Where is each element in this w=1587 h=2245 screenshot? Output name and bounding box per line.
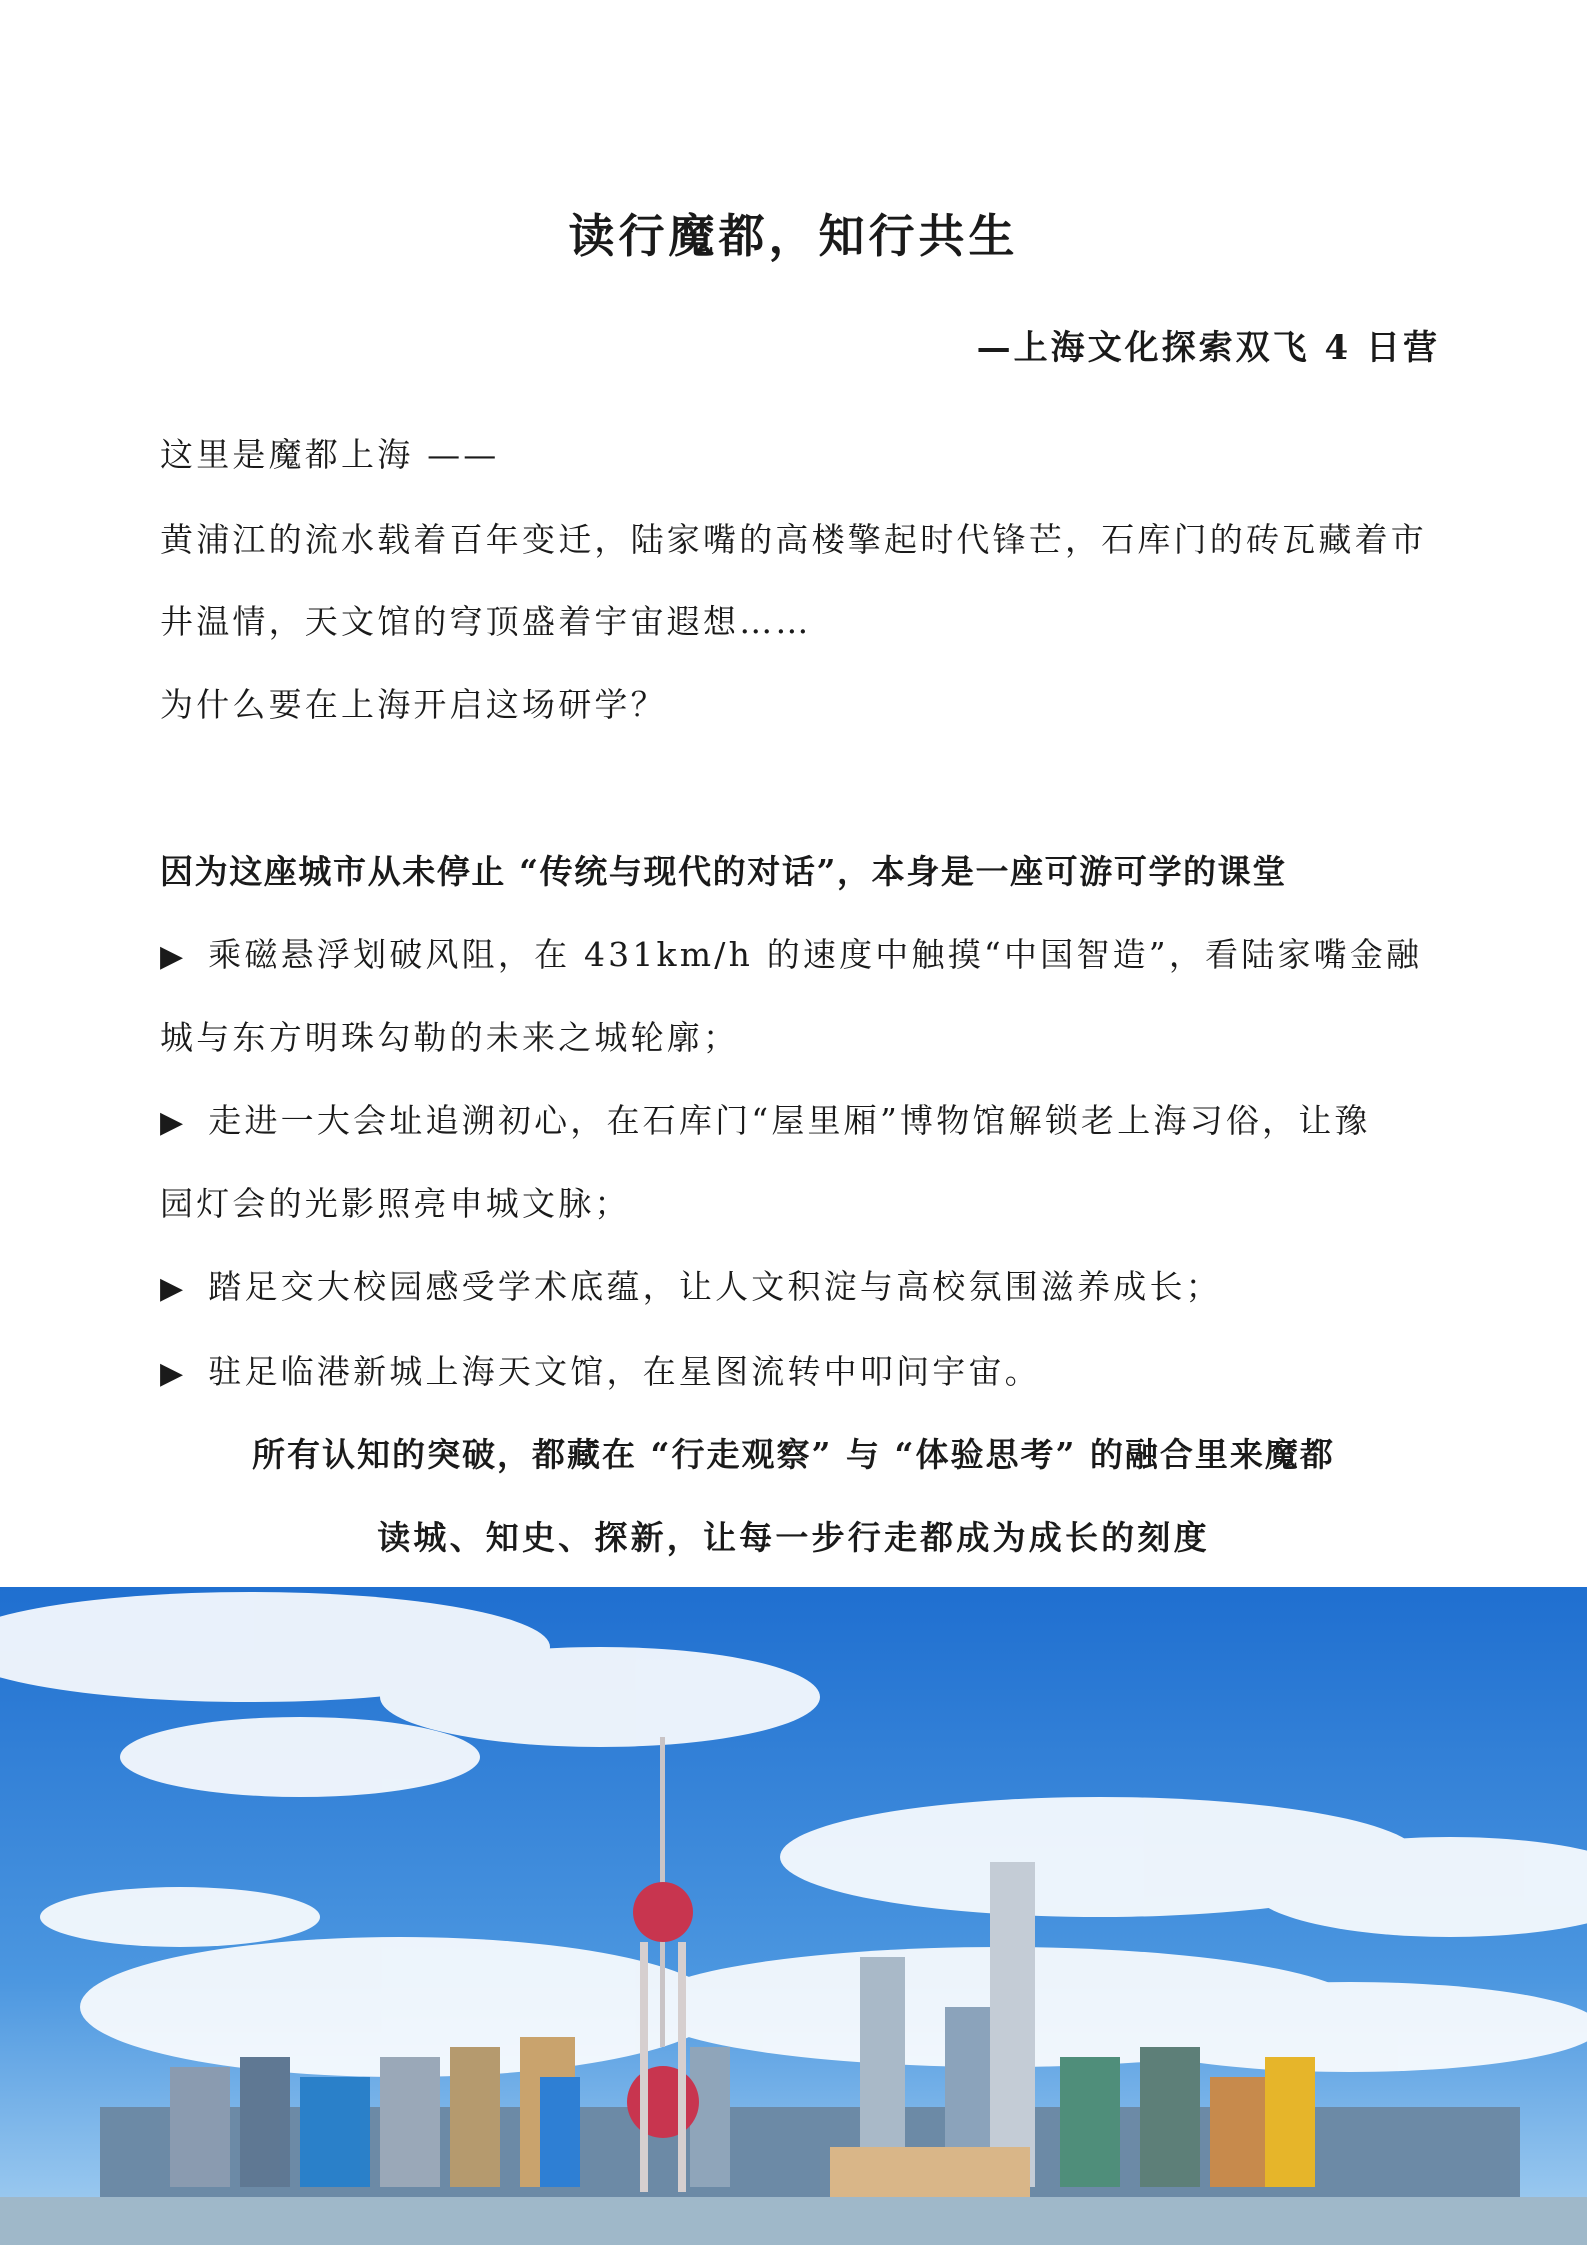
intro-line: 为什么要在上海开启这场研学？ [160,685,667,724]
page-subtitle: —上海文化探索双飞 4 日营 [976,328,1440,368]
closing-line: 读城、知史、探新，让每一步行走都成为成长的刻度 [377,1518,1210,1557]
closing-line: 所有认知的突破，都藏在 “行走观察” 与 “体验思考” 的融合里来魔都 [252,1435,1335,1474]
tv-tower-lower-sphere [627,2066,699,2138]
bullet-text: 走进一大会址追溯初心，在石库门“屋里厢”博物馆解锁老上海习俗，让豫 [208,1101,1371,1140]
bullet-continuation: 城与东方明珠勾勒的未来之城轮廓； [160,1018,740,1057]
shanghai-skyline-photo [0,1587,1587,2245]
intro-line: 黄浦江的流水载着百年变迁，陆家嘴的高楼擎起时代锋芒，石库门的砖瓦藏着市 [160,520,1427,559]
triangle-bullet-icon: ▶ [160,1105,187,1140]
bullet-item [160,1352,1450,1394]
triangle-bullet-icon: ▶ [160,1356,187,1391]
intro-line: 井温情，天文馆的穹顶盛着宇宙遐想…… [160,602,812,641]
triangle-bullet-icon: ▶ [160,939,187,974]
bullet-item [160,1101,1450,1143]
page-title: 读行魔都，知行共生 [568,209,1019,263]
bullet-item [160,935,1450,977]
river-water [0,2197,1587,2245]
intro-line: 这里是魔都上海 —— [160,435,500,474]
bullet-text: 乘磁悬浮划破风阻，在 431km/h 的速度中触摸“中国智造”，看陆家嘴金融 [208,935,1423,974]
bullet-continuation: 园灯会的光影照亮申城文脉； [160,1184,631,1223]
triangle-bullet-icon: ▶ [160,1271,187,1306]
bullet-text: 驻足临港新城上海天文馆，在星图流转中叩问宇宙。 [208,1352,1041,1391]
tv-tower-upper-sphere [633,1882,693,1942]
bullet-item [160,1267,1450,1309]
bullet-text: 踏足交大校园感受学术底蕴，让人文积淀与高校氛围滋养成长； [208,1267,1222,1306]
reason-heading: 因为这座城市从未停止 “传统与现代的对话”，本身是一座可游可学的课堂 [160,852,1287,891]
